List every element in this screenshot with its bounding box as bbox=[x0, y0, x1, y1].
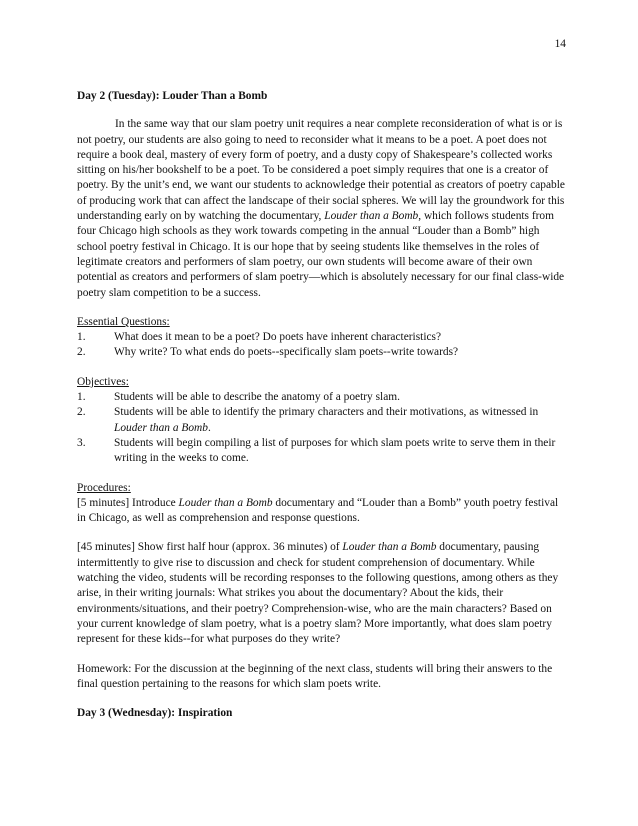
essential-question-1: 1. What does it mean to be a poet? Do poets have inherent characteristics? bbox=[77, 331, 442, 344]
objective-2: 2. Students will be able to identify the primary characters and their motivations, as witnessed in Louder than a Bomb. bbox=[77, 406, 539, 434]
film-title: Louder than a Bomb bbox=[324, 210, 419, 223]
film-title: Louder than a Bomb bbox=[114, 421, 208, 434]
procedures-label: Procedures: bbox=[77, 481, 131, 494]
essential-questions-label: Essential Questions: bbox=[77, 315, 170, 328]
essential-question-2: 2. Why write? To what ends do poets--specifically slam poets--write towards? bbox=[77, 346, 459, 359]
objectives-label: Objectives: bbox=[77, 375, 129, 388]
page-number: 14 bbox=[554, 38, 566, 50]
page-content bbox=[77, 89, 565, 721]
film-title: Louder than a Bomb bbox=[342, 541, 437, 554]
homework-paragraph: Homework: For the discussion at the beginning of the next class, students will bring their answers to the final question pertaining to the reasons for which slam poets write. bbox=[77, 662, 553, 690]
day3-heading: Day 3 (Wednesday): Inspiration bbox=[77, 707, 233, 720]
procedure-2: [45 minutes] Show first half hour (approx. 36 minutes) of Louder than a Bomb documentary, pausing intermittently to give rise to discussion and check for student comprehension of documentary. While watching the video, students will be recording responses to the following questions, among others as they arise, in their writing journals: What strikes you about the documentary? About the kids, their environments/situations, and their poetry? Comprehension-wise, who are the main characters? Based on your current knowledge of slam poetry, what is a poetry slam? More importantly, what does slam poetry represent for these kids--for what purposes do they write? bbox=[77, 541, 559, 646]
day2-heading: Day 2 (Tuesday): Louder Than a Bomb bbox=[77, 90, 268, 102]
day2-intro-paragraph: In the same way that our slam poetry unit requires a near complete reconsideration of what is or is not poetry, our students are also going to need to reconsider what it means to be a poet. A poet does not require a book deal, mastery of every form of poetry, and a dusty copy of Shakespeare’s collected works sitting on his/her bookshelf to be a poet. To be considered a poet simply requires that one is a creator of poetry. By the unit’s end, we want our students to acknowledge their potential as creators of poetry capable of producing work that can affect the landscape of their social spheres. We will lay the groundwork for this understanding early on by watching the documentary, Louder than a Bomb, which follows students from four Chicago high schools as they work towards competing in the annual “Louder than a Bomb” high school poetry festival in Chicago. It is our hope that by seeing students like themselves in the roles of legitimate creators and performers of slam poetry, our own students will become aware of their own potential as creators and performers of slam poetry—which is absolutely necessary for our final class-wide poetry slam competition to be a success. bbox=[77, 118, 565, 299]
procedure-1: [5 minutes] Introduce Louder than a Bomb documentary and “Louder than a Bomb” youth poetry festival in Chicago, as well as comprehension and response questions. bbox=[77, 496, 559, 525]
objective-1: 1. Students will be able to describe the anatomy of a poetry slam. bbox=[77, 391, 400, 404]
film-title: Louder than a Bomb bbox=[178, 496, 273, 509]
objective-3: 3. Students will begin compiling a list of purposes for which slam poets write to serve them in their writing in the weeks to come. bbox=[77, 436, 556, 465]
